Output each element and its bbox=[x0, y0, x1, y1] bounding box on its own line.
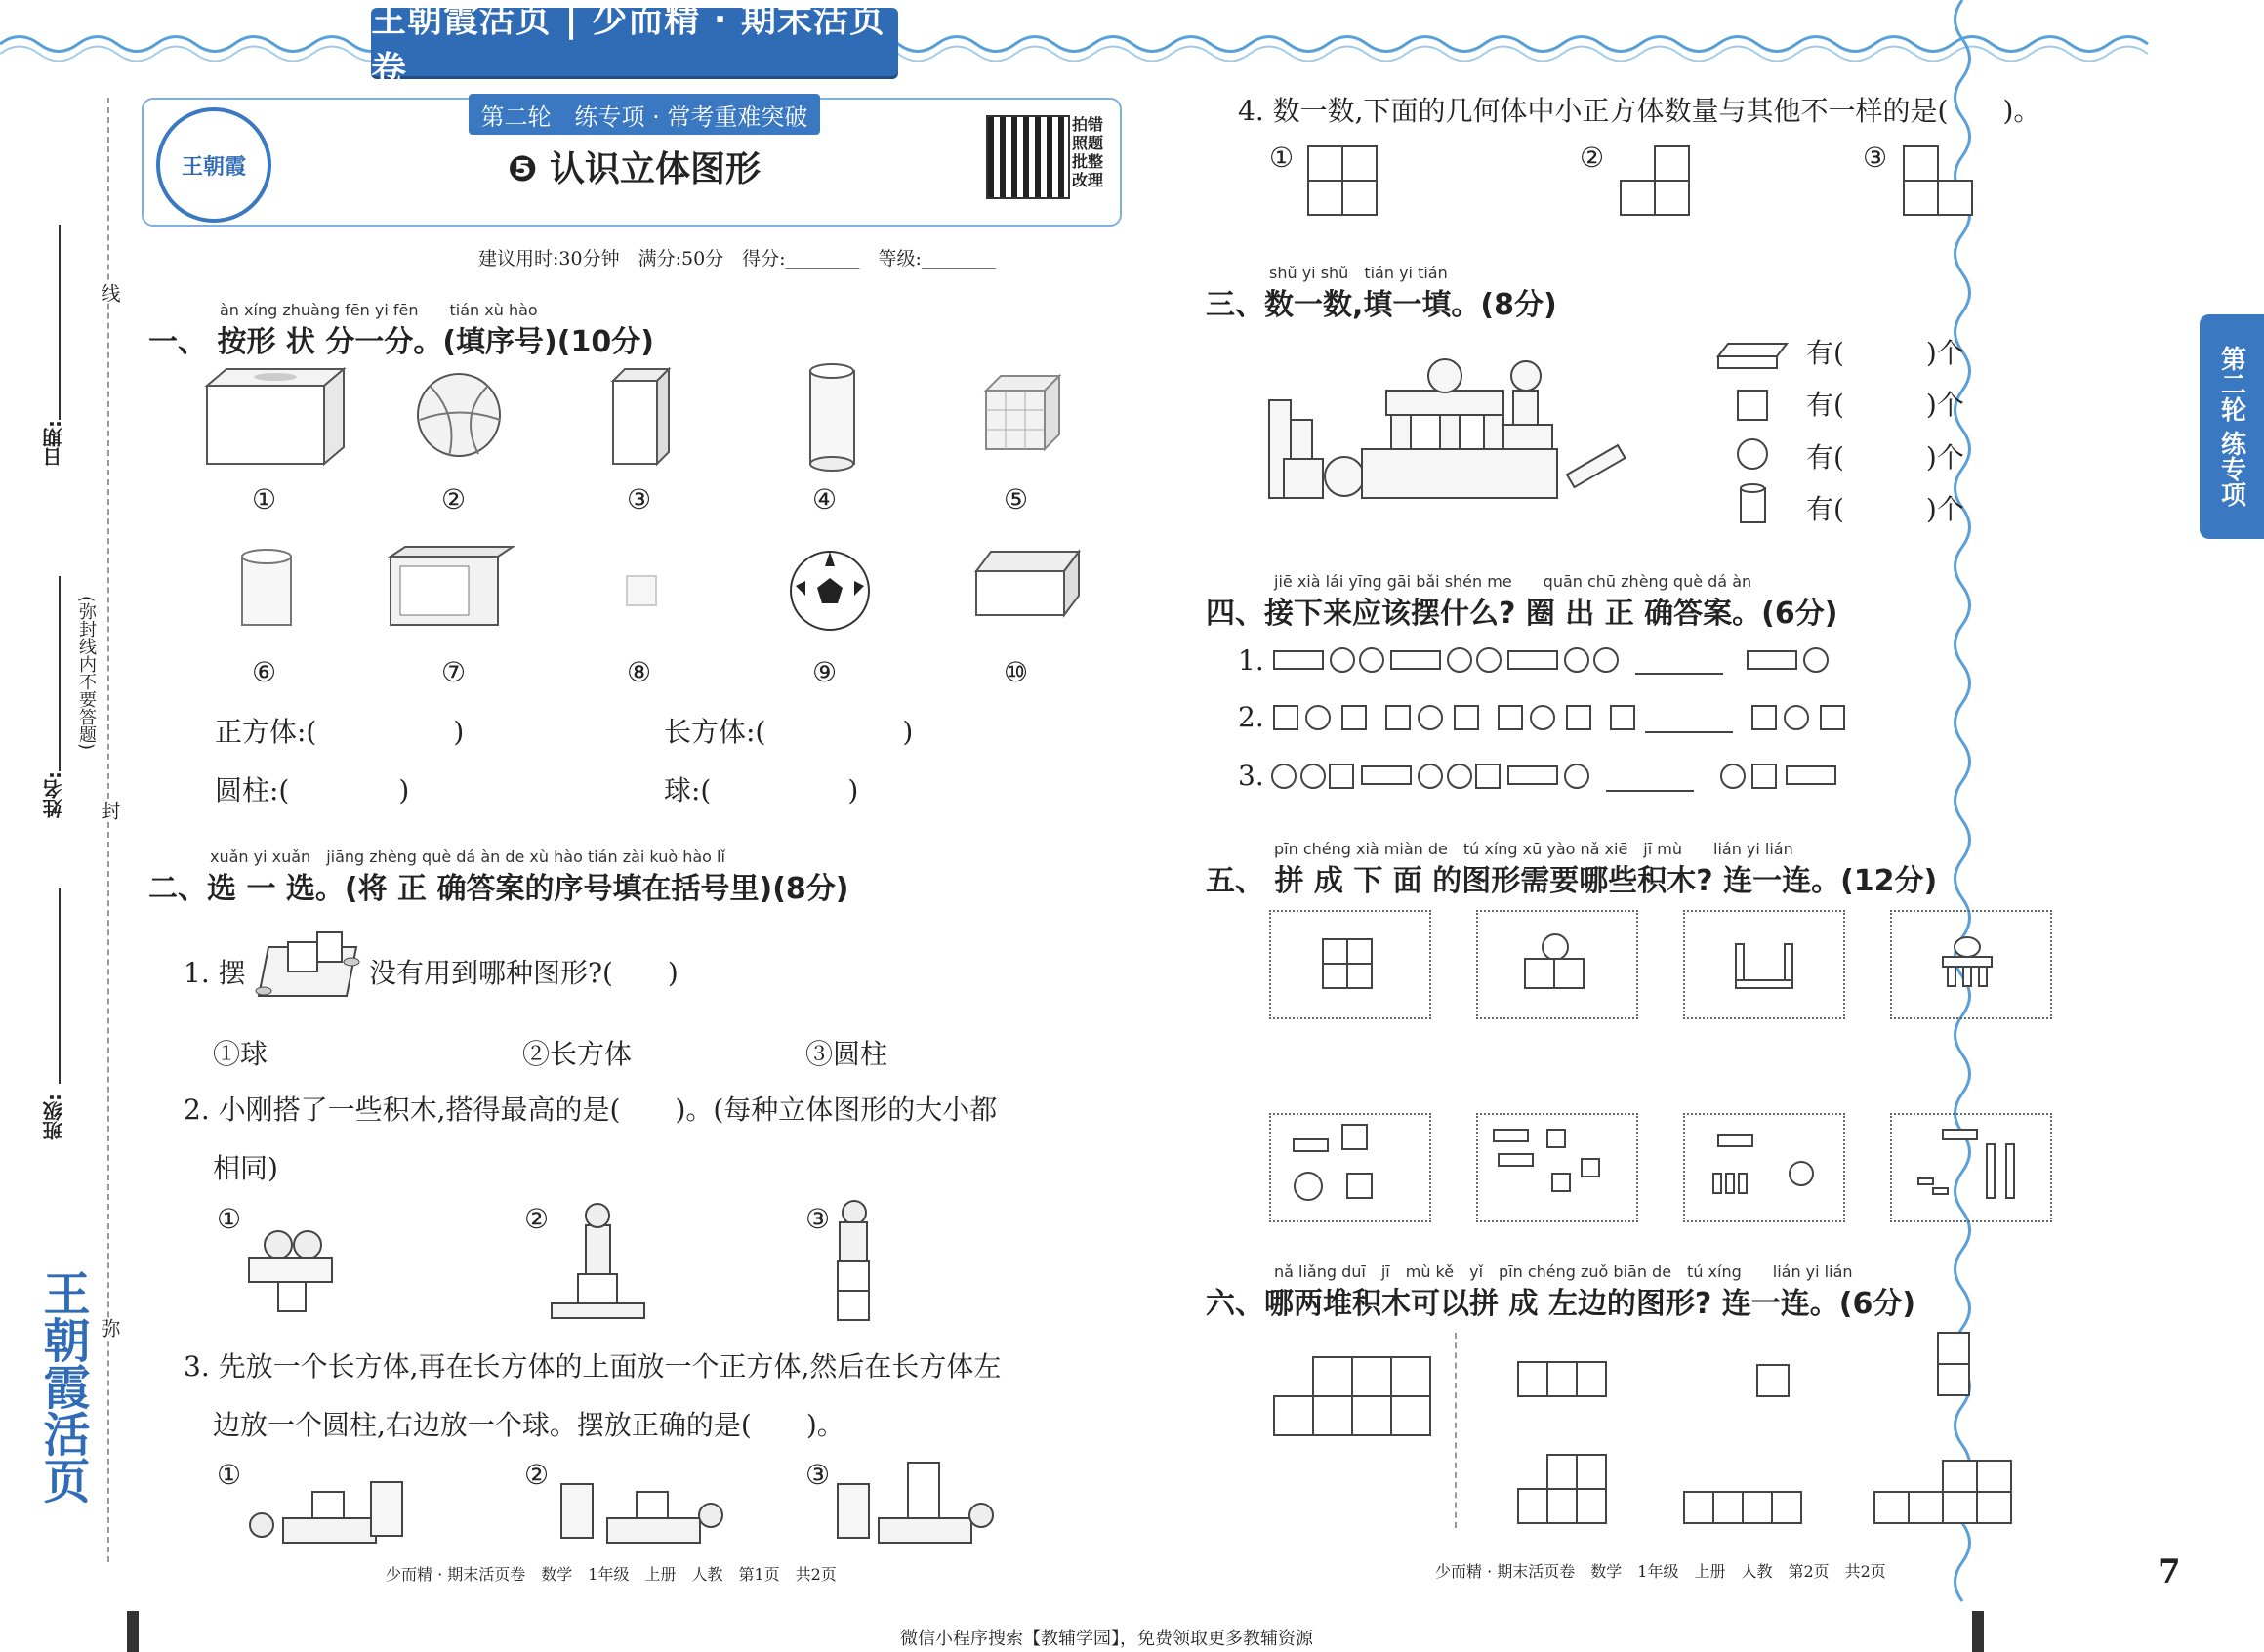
q2-option-3[interactable]: ③ bbox=[805, 1203, 831, 1235]
footer-right: 少而精 · 期末活页卷 数学 1年级 上册 人教 第2页 共2页 bbox=[1435, 1562, 1886, 1581]
q2-figures bbox=[234, 1201, 898, 1328]
s1-label-10: ⑩ bbox=[1004, 656, 1029, 688]
sphere-answer[interactable]: 球:( ) bbox=[664, 774, 859, 806]
s3-row-3[interactable]: 有( )个 bbox=[1806, 441, 1964, 474]
arrangement-1-icon bbox=[250, 1482, 402, 1543]
stack-1-icon bbox=[249, 1231, 332, 1311]
s1-title: 一、 按形 状 分一分。(填序号)(10分) bbox=[148, 325, 654, 359]
s4-figures bbox=[1298, 137, 1982, 225]
s3-row-4[interactable]: 有( )个 bbox=[1806, 493, 1964, 525]
drink-box-icon bbox=[613, 369, 669, 464]
s6-figures bbox=[1269, 1328, 2021, 1543]
q3-option-1[interactable]: ① bbox=[217, 1459, 242, 1491]
s3-title: 三、数一数,填一填。(8分) bbox=[1206, 288, 1557, 322]
q3-text: 3. 先放一个长方体,再在长方体的上面放一个正方体,然后在长方体左 bbox=[184, 1350, 1002, 1383]
s1-label-7: ⑦ bbox=[441, 656, 467, 688]
s1-label-3: ③ bbox=[627, 483, 652, 516]
seal-line bbox=[107, 98, 109, 1562]
seal-seal-label: 封 bbox=[96, 801, 124, 820]
cube-stack-2-icon bbox=[1621, 146, 1689, 215]
seal-mi-label: 弥 bbox=[96, 1318, 124, 1338]
q2-option-2[interactable]: ② bbox=[524, 1203, 550, 1235]
arrangement-3-icon bbox=[838, 1463, 993, 1543]
class-field[interactable] bbox=[59, 888, 61, 1084]
flat-box-icon bbox=[976, 552, 1079, 615]
qr-code[interactable] bbox=[986, 115, 1070, 199]
name-field[interactable] bbox=[59, 576, 61, 771]
sub-banner: 第二轮 练专项 · 常考重难突破 bbox=[469, 94, 820, 135]
q2-text-b: 相同) bbox=[213, 1152, 278, 1184]
qr-label: 拍错照题批整改理 bbox=[1072, 115, 1104, 189]
s4-option-3[interactable]: ③ bbox=[1863, 142, 1888, 174]
s1-label-4: ④ bbox=[812, 483, 838, 516]
bottom-mark-left bbox=[127, 1611, 139, 1652]
name-label: 姓名: bbox=[42, 771, 65, 818]
s1-label-9: ⑨ bbox=[812, 656, 838, 688]
notice-text: (弥封线内不要答题) bbox=[76, 596, 97, 751]
stack-2-icon bbox=[552, 1204, 644, 1318]
s6-title: 六、哪两堆积木可以拼 成 左边的图形? 连一连。(6分) bbox=[1206, 1287, 1916, 1321]
cup-icon bbox=[242, 550, 291, 625]
soccer-ball-icon bbox=[791, 552, 869, 630]
cube-answer[interactable]: 正方体:( ) bbox=[215, 716, 465, 748]
s3-row-2[interactable]: 有( )个 bbox=[1806, 389, 1964, 421]
class-label: 班级: bbox=[42, 1094, 65, 1140]
date-label: 日期: bbox=[42, 420, 65, 467]
s3-shape-icons bbox=[1713, 332, 1801, 527]
q3-text-b: 边放一个圆柱,右边放一个球。摆放正确的是( )。 bbox=[213, 1409, 844, 1441]
top-banner: 王朝霞活页 | 少而精 · 期末活页卷 bbox=[371, 8, 898, 76]
brand-logo: 王朝霞活页 bbox=[35, 1269, 90, 1504]
s1-label-8: ⑧ bbox=[627, 656, 652, 688]
cube-stack-1-icon bbox=[1308, 146, 1377, 215]
cube-stack-3-icon bbox=[1904, 146, 1972, 215]
s6-pinyin: nǎ liǎng duī jī mù kě yǐ pīn chéng zuǒ biān de tú xíng lián yi lián bbox=[1274, 1262, 1853, 1281]
pattern-3-number: 3. bbox=[1238, 760, 1264, 792]
s3-building-figure bbox=[1264, 351, 1635, 508]
stack-3-icon bbox=[838, 1201, 869, 1320]
bottom-note: 微信小程序搜索【教辅学园】，免费领取更多教辅资源 bbox=[900, 1629, 1313, 1649]
toy-car-icon bbox=[249, 923, 366, 1011]
s1-pinyin: àn xíng zhuàng fēn yi fēn tián xù hào bbox=[220, 301, 538, 319]
arrangement-2-icon bbox=[561, 1484, 722, 1543]
test-info: 建议用时:30分钟 满分:50分 得分:________ 等级:________ bbox=[478, 248, 996, 269]
s1-label-1: ① bbox=[252, 483, 277, 516]
small-cube-icon bbox=[627, 576, 656, 605]
s1-label-2: ② bbox=[441, 483, 467, 516]
pattern-1-number: 1. bbox=[1238, 644, 1264, 677]
s5-pinyin: pīn chéng xià miàn de tú xíng xū yào nǎ xiē jī mù lián yi lián bbox=[1274, 840, 1793, 858]
beach-ball-icon bbox=[418, 374, 500, 456]
cuboid-answer[interactable]: 长方体:( ) bbox=[664, 716, 914, 748]
footer-left: 少而精 · 期末活页卷 数学 1年级 上册 人教 第1页 共2页 bbox=[386, 1565, 837, 1584]
round-tab: 第二轮 练专项 bbox=[2200, 314, 2264, 539]
rubik-cube-icon bbox=[986, 376, 1059, 449]
q2-option-1[interactable]: ① bbox=[217, 1203, 242, 1235]
q1-option-1[interactable]: ①球 bbox=[213, 1038, 268, 1070]
s2-pinyin: xuǎn yi xuǎn jiāng zhèng què dá àn de xù hào tián zài kuò hào lǐ bbox=[210, 847, 725, 866]
page-number: 7 bbox=[2158, 1552, 2181, 1591]
s4b-pinyin: jiē xià lái yīng gāi bǎi shén me quān chū zhèng què dá àn bbox=[1274, 572, 1752, 591]
s3-pinyin: shǔ yi shǔ tián yi tián bbox=[1269, 264, 1448, 282]
date-field[interactable] bbox=[59, 225, 61, 420]
cylinder-answer[interactable]: 圆柱:( ) bbox=[215, 774, 410, 806]
pattern-sequences bbox=[1269, 640, 2021, 796]
bottom-mark-right bbox=[1972, 1611, 1984, 1652]
page-title: ❺ 认识立体图形 bbox=[508, 149, 762, 189]
q3-option-2[interactable]: ② bbox=[524, 1459, 550, 1491]
s3-row-1[interactable]: 有( )个 bbox=[1806, 337, 1964, 369]
q2-text: 2. 小刚搭了一些积木,搭得最高的是( )。(每种立体图形的大小都 bbox=[184, 1094, 998, 1126]
q1-option-3[interactable]: ③圆柱 bbox=[805, 1038, 888, 1070]
s5-figures bbox=[1269, 910, 2050, 1222]
s4-option-2[interactable]: ② bbox=[1580, 142, 1605, 174]
s1-label-6: ⑥ bbox=[252, 656, 277, 688]
tissue-box-icon bbox=[207, 369, 344, 464]
s4b-title: 四、接下来应该摆什么? 圈 出 正 确答案。(6分) bbox=[1206, 597, 1838, 631]
wave-border-top bbox=[0, 0, 2264, 68]
q1-text-b: 没有用到哪种图形?( ) bbox=[369, 957, 679, 989]
q3-option-3[interactable]: ③ bbox=[805, 1459, 831, 1491]
s2-title: 二、选 一 选。(将 正 确答案的序号填在括号里)(8分) bbox=[148, 872, 849, 906]
q1-text-a: 1. 摆 bbox=[184, 957, 246, 989]
logo: 王朝霞 bbox=[156, 107, 271, 223]
s1-label-5: ⑤ bbox=[1004, 483, 1029, 516]
q3-figures bbox=[244, 1455, 986, 1552]
s4-question: 4. 数一数,下面的几何体中小正方体数量与其他不一样的是( )。 bbox=[1238, 95, 2041, 127]
seal-line-label: 线 bbox=[96, 283, 124, 303]
cylinder-icon bbox=[810, 364, 854, 471]
microwave-icon bbox=[391, 547, 513, 625]
s5-title: 五、 拼 成 下 面 的图形需要哪些积木? 连一连。(12分) bbox=[1206, 864, 1938, 898]
q1-option-2[interactable]: ②长方体 bbox=[522, 1038, 633, 1070]
s4-option-1[interactable]: ① bbox=[1269, 142, 1295, 174]
pattern-2-number: 2. bbox=[1238, 701, 1264, 733]
